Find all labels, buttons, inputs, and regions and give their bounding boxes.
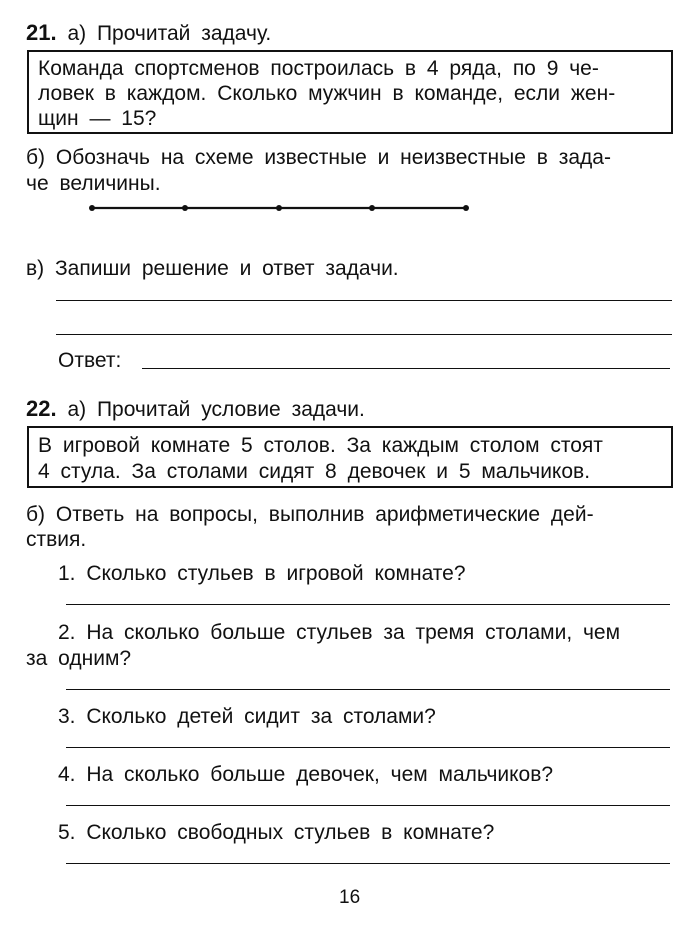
task22-problem-line-1: В игровой комнате 5 столов. За каждым столом стоят xyxy=(38,434,603,457)
question-5: 5. Сколько свободных стульев в комнате? xyxy=(58,821,495,844)
task21-b-line-1: б) Обозначь на схеме известные и неизвестные в зада- xyxy=(26,146,611,169)
solution-line-2[interactable] xyxy=(56,334,672,335)
scheme-segment-diagram[interactable] xyxy=(80,198,480,218)
task21-problem-box xyxy=(27,50,673,134)
task21-b-line-2: че величины. xyxy=(26,172,161,195)
question-2-line-1: 2. На сколько больше стульев за тремя столами, чем xyxy=(58,621,621,644)
task22-b-line-2: ствия. xyxy=(26,528,87,551)
answer-line-q4[interactable] xyxy=(66,805,670,806)
answer-line-q2[interactable] xyxy=(66,689,670,690)
answer-line[interactable] xyxy=(142,368,670,369)
task21-problem-line-3: щин — 15? xyxy=(38,107,157,130)
task21-heading xyxy=(26,20,271,47)
scheme-point-4 xyxy=(369,205,375,211)
solution-line-1[interactable] xyxy=(56,300,672,301)
task21-problem-line-2: ловек в каждом. Сколько мужчин в команде, если жен- xyxy=(38,82,616,105)
question-3: 3. Сколько детей сидит за столами? xyxy=(58,705,436,728)
answer-line-q1[interactable] xyxy=(66,604,670,605)
task21-a-label: а) Прочитай задачу. xyxy=(67,22,272,45)
task22-problem-box xyxy=(27,426,673,488)
task21-number: 21. xyxy=(26,20,57,45)
task21-problem-line-1: Команда спортсменов построилась в 4 ряда, по 9 че- xyxy=(38,57,599,80)
answer-line-q5[interactable] xyxy=(66,863,670,864)
answer-line-q3[interactable] xyxy=(66,747,670,748)
scheme-point-3 xyxy=(276,205,282,211)
question-4: 4. На сколько больше девочек, чем мальчиков? xyxy=(58,763,554,786)
task22-heading xyxy=(26,396,365,423)
task22-b-line-1: б) Ответь на вопросы, выполнив арифметические дей- xyxy=(26,503,594,526)
task21-answer-label: Ответ: xyxy=(58,349,122,372)
scheme-point-5 xyxy=(463,205,469,211)
question-2-line-2: за одним? xyxy=(26,647,132,670)
task22-problem-line-2: 4 стула. За столами сидят 8 девочек и 5 мальчиков. xyxy=(38,460,591,483)
task22-number: 22. xyxy=(26,396,57,421)
scheme-point-2 xyxy=(182,205,188,211)
task22-a-label: а) Прочитай условие задачи. xyxy=(67,398,365,421)
scheme-point-1 xyxy=(89,205,95,211)
question-1: 1. Сколько стульев в игровой комнате? xyxy=(58,562,466,585)
task21-v-label: в) Запиши решение и ответ задачи. xyxy=(26,257,399,280)
page-number: 16 xyxy=(339,887,361,908)
